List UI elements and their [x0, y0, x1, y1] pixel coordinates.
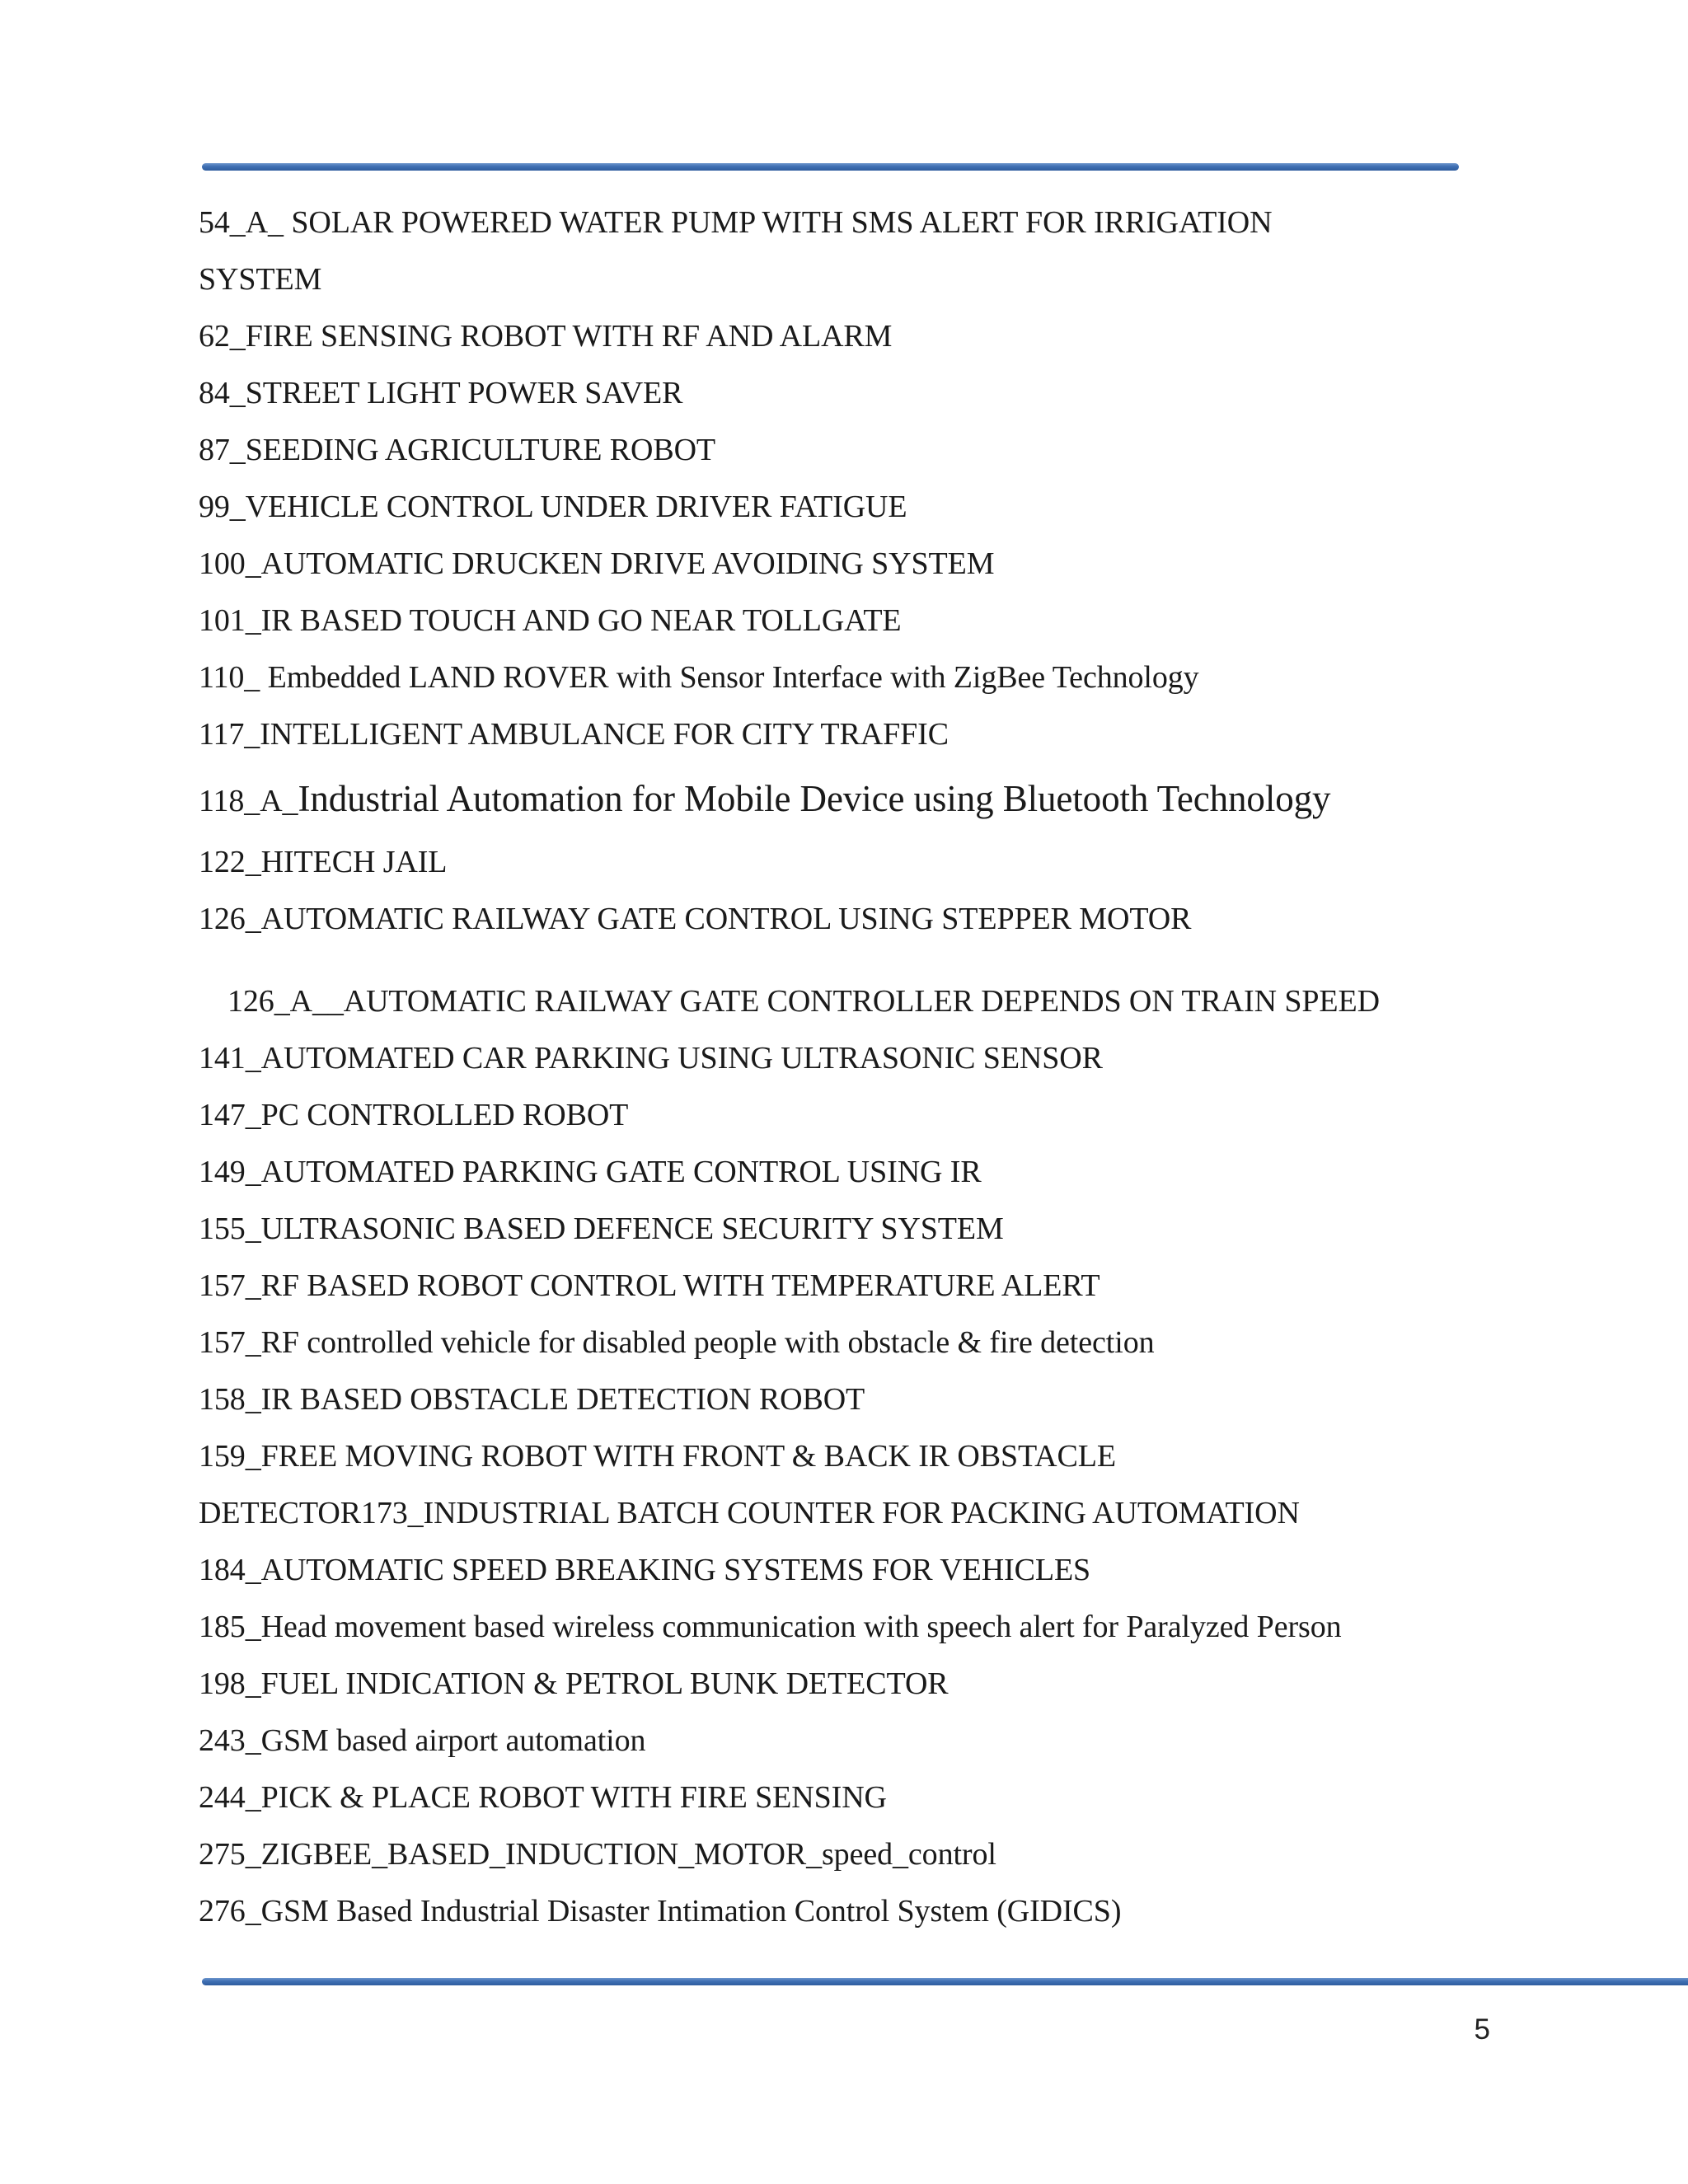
- project-line: 110_ Embedded LAND ROVER with Sensor Interface with ZigBee Technology: [199, 660, 1199, 695]
- header-divider: [202, 163, 1459, 171]
- project-line: 244_PICK & PLACE ROBOT WITH FIRE SENSING: [199, 1780, 887, 1815]
- project-line: DETECTOR173_INDUSTRIAL BATCH COUNTER FOR PACKING AUTOMATION: [199, 1496, 1300, 1530]
- project-line: 147_PC CONTROLLED ROBOT: [199, 1098, 629, 1132]
- project-line: 198_FUEL INDICATION & PETROL BUNK DETECTOR: [199, 1666, 949, 1701]
- project-line: 87_SEEDING AGRICULTURE ROBOT: [199, 433, 716, 467]
- project-line: 157_RF BASED ROBOT CONTROL WITH TEMPERATURE ALERT: [199, 1268, 1100, 1303]
- project-line: 99_VEHICLE CONTROL UNDER DRIVER FATIGUE: [199, 490, 907, 524]
- project-list: [199, 194, 1682, 1940]
- page-number: 5: [1474, 2013, 1490, 2046]
- project-line: 100_AUTOMATIC DRUCKEN DRIVE AVOIDING SYSTEM: [199, 546, 995, 581]
- footer-divider: [202, 1978, 1688, 1985]
- project-line: 126_A__AUTOMATIC RAILWAY GATE CONTROLLER DEPENDS ON TRAIN SPEED: [227, 984, 1380, 1019]
- project-line: 117_INTELLIGENT AMBULANCE FOR CITY TRAFFIC: [199, 717, 949, 752]
- project-line: 62_FIRE SENSING ROBOT WITH RF AND ALARM: [199, 319, 893, 354]
- project-line: 157_RF controlled vehicle for disabled people with obstacle & fire detection: [199, 1325, 1155, 1360]
- project-line: 149_AUTOMATED PARKING GATE CONTROL USING IR: [199, 1155, 982, 1189]
- project-line-highlighted: [199, 763, 1682, 834]
- project-line: 275_ZIGBEE_BASED_INDUCTION_MOTOR_speed_control: [199, 1837, 996, 1872]
- project-line: 243_GSM based airport automation: [199, 1723, 646, 1758]
- project-line: 155_ULTRASONIC BASED DEFENCE SECURITY SYSTEM: [199, 1212, 1004, 1246]
- project-line: 185_Head movement based wireless communication with speech alert for Paralyzed Person: [199, 1610, 1342, 1644]
- project-line: 141_AUTOMATED CAR PARKING USING ULTRASONIC SENSOR: [199, 1041, 1103, 1076]
- project-line: 84_STREET LIGHT POWER SAVER: [199, 376, 683, 410]
- project-line: 101_IR BASED TOUCH AND GO NEAR TOLLGATE: [199, 603, 902, 638]
- project-line: 126_AUTOMATIC RAILWAY GATE CONTROL USING STEPPER MOTOR: [199, 902, 1192, 936]
- project-line-title: Industrial Automation for Mobile Device using Bluetooth Technology: [298, 778, 1331, 819]
- project-line: SYSTEM: [199, 262, 322, 297]
- project-line-prefix: 118_A_: [199, 784, 298, 818]
- project-line: 276_GSM Based Industrial Disaster Intimation Control System (GIDICS): [199, 1894, 1122, 1929]
- project-line: 159_FREE MOVING ROBOT WITH FRONT & BACK IR OBSTACLE: [199, 1439, 1116, 1474]
- project-line: 122_HITECH JAIL: [199, 845, 448, 879]
- project-line: 184_AUTOMATIC SPEED BREAKING SYSTEMS FOR VEHICLES: [199, 1553, 1091, 1587]
- project-line: 54_A_ SOLAR POWERED WATER PUMP WITH SMS ALERT FOR IRRIGATION: [199, 205, 1273, 240]
- project-line: 158_IR BASED OBSTACLE DETECTION ROBOT: [199, 1382, 865, 1417]
